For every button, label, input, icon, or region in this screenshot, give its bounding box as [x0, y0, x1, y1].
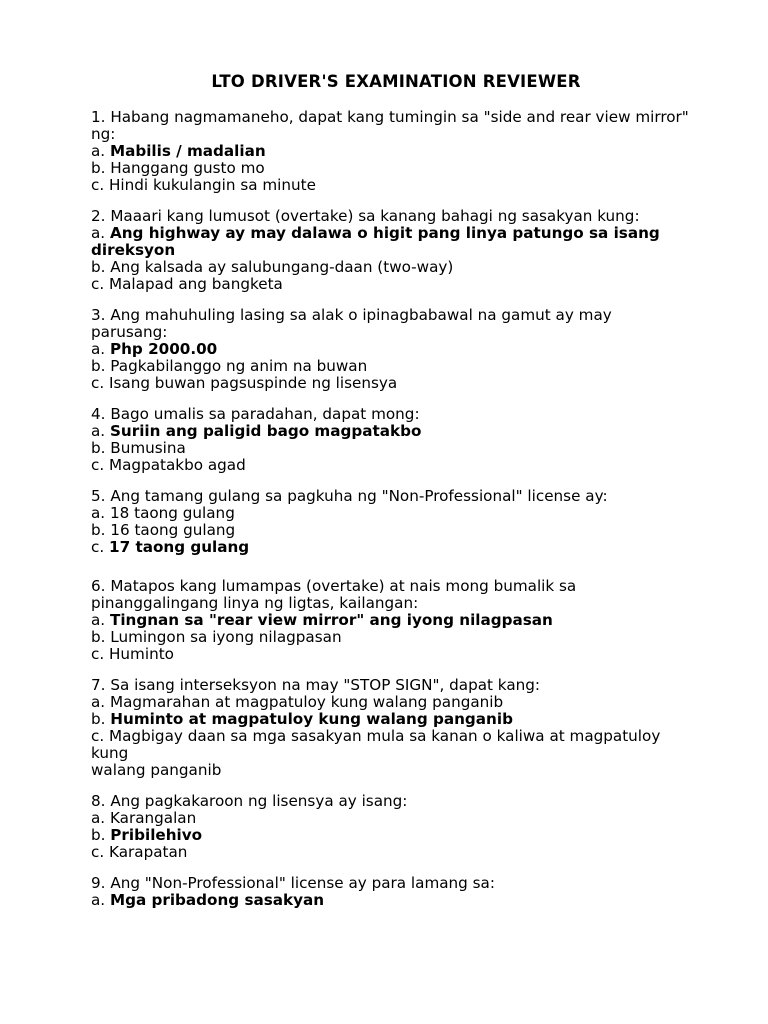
question-1: [91, 109, 691, 194]
option-c: c. Magbigay daan sa mga sasakyan mula sa kanan o kaliwa at magpatuloy kung: [91, 727, 661, 762]
question-text: 6. Matapos kang lumampas (overtake) at nais mong bumalik sa pinanggalingang linya ng ligtas, kailangan:: [91, 577, 577, 612]
option-a: a. Ang highway ay may dalawa o higit pang linya patungo sa isang direksyon: [91, 224, 660, 259]
option-a: a. Karangalan: [91, 809, 197, 827]
option-c: c. Hindi kukulangin sa minute: [91, 176, 316, 194]
option-a: a. Suriin ang paligid bago magpatakbo: [91, 422, 422, 440]
question-7: [91, 677, 691, 779]
question-text: 7. Sa isang interseksyon na may "STOP SIGN", dapat kang:: [91, 676, 541, 694]
option-a: a. Php 2000.00: [91, 340, 218, 358]
question-text: 3. Ang mahuhuling lasing sa alak o ipinagbabawal na gamut ay may parusang:: [91, 306, 612, 341]
option-a: a. 18 taong gulang: [91, 504, 235, 522]
question-text: 8. Ang pagkakaroon ng lisensya ay isang:: [91, 792, 408, 810]
option-b: b. Bumusina: [91, 439, 186, 457]
option-c: c. Karapatan: [91, 843, 188, 861]
question-9: [91, 875, 691, 909]
option-b: b. Huminto at magpatuloy kung walang panganib: [91, 710, 513, 728]
question-text: 5. Ang tamang gulang sa pagkuha ng "Non-Professional" license ay:: [91, 487, 608, 505]
option-b: b. Hanggang gusto mo: [91, 159, 265, 177]
question-2: [91, 208, 691, 293]
option-a: a. Tingnan sa "rear view mirror" ang iyong nilagpasan: [91, 611, 553, 629]
question-text: 4. Bago umalis sa paradahan, dapat mong:: [91, 405, 420, 423]
question-3: [91, 307, 691, 392]
question-text: 9. Ang "Non-Professional" license ay para lamang sa:: [91, 874, 495, 892]
question-text: 1. Habang nagmamaneho, dapat kang tumingin sa "side and rear view mirror" ng:: [91, 108, 689, 143]
question-6: [91, 578, 691, 663]
option-b: b. Ang kalsada ay salubungang-daan (two-way): [91, 258, 454, 276]
option-a: a. Mabilis / madalian: [91, 142, 266, 160]
option-c: c. Isang buwan pagsuspinde ng lisensya: [91, 374, 398, 392]
question-text: 2. Maaari kang lumusot (overtake) sa kanang bahagi ng sasakyan kung:: [91, 207, 640, 225]
reviewer-page: [91, 72, 691, 923]
option-c: c. Malapad ang bangketa: [91, 275, 283, 293]
page-title: LTO DRIVER'S EXAMINATION REVIEWER: [211, 72, 581, 91]
option-b: b. 16 taong gulang: [91, 521, 236, 539]
option-c: c. Magpatakbo agad: [91, 456, 246, 474]
option-a: a. Mga pribadong sasakyan: [91, 891, 325, 909]
option-c: c. Huminto: [91, 645, 174, 663]
option-b: b. Pribilehivo: [91, 826, 203, 844]
question-5: [91, 488, 691, 556]
option-b: b. Pagkabilanggo ng anim na buwan: [91, 357, 368, 375]
option-c-continued: walang panganib: [91, 761, 222, 779]
option-c: c. 17 taong gulang: [91, 538, 250, 556]
question-8: [91, 793, 691, 861]
question-4: [91, 406, 691, 474]
option-b: b. Lumingon sa iyong nilagpasan: [91, 628, 342, 646]
option-a: a. Magmarahan at magpatuloy kung walang panganib: [91, 693, 504, 711]
